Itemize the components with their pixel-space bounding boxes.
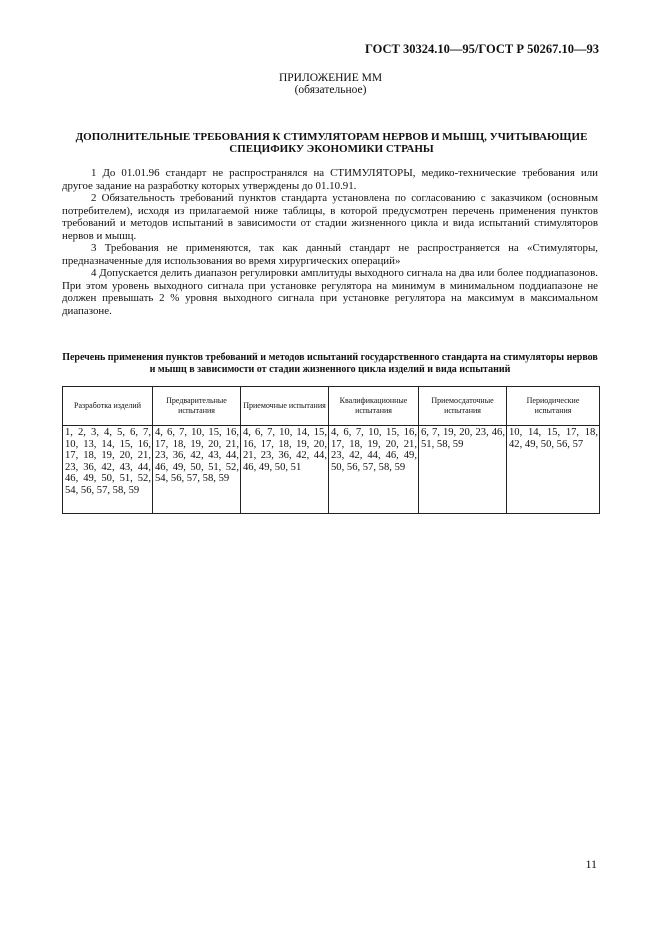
appendix-title: ПРИЛОЖЕНИЕ ММ [278,72,383,84]
header-development: Разработка изделий [63,387,153,426]
paragraph-1: 1 До 01.01.96 стандарт не распространялся на СТИМУЛЯТОРЫ, медико-технические требования или другое задание на разработку которых утверждены до 01.10.91. [62,167,598,192]
table-row [63,426,600,514]
cell-delivery: 6, 7, 19, 20, 23, 46, 51, 58, 59 [419,426,507,514]
cell-preliminary: 4, 6, 7, 10, 15, 16, 17, 18, 19, 20, 21, 23, 36, 42, 43, 44, 46, 49, 50, 51, 52, 54, 56, 57, 58, 59 [153,426,241,514]
header-qualification: Квалификационные испытания [329,387,419,426]
table-header-row [63,387,600,426]
table-title: Перечень применения пунктов требований и методов испытаний государственного стандарта на стимуляторы нервов и мышц в зависимости от стадии жизненного цикла изделий и вида испытаний [62,352,598,375]
cell-periodic: 10, 14, 15, 17, 18, 42, 49, 50, 56, 57 [507,426,600,514]
paragraph-3: 3 Требования не применяются, так как данный стандарт не распространяется на «Стимуляторы, предназначенные для использования во время хирургических операций» [62,242,598,267]
header-delivery: Приемосдаточные испытания [419,387,507,426]
appendix-status: (обязательное) [294,84,367,96]
cell-acceptance: 4, 6, 7, 10, 14, 15, 16, 17, 18, 19, 20, 21, 23, 36, 42, 44, 46, 49, 50, 51 [241,426,329,514]
section-title: ДОПОЛНИТЕЛЬНЫЕ ТРЕБОВАНИЯ К СТИМУЛЯТОРАМ НЕРВОВ И МЫШЦ, УЧИТЫВАЮЩИЕ СПЕЦИФИКУ ЭКОНОМИКИ СТРАНЫ [75,131,588,155]
page-number: 11 [585,857,597,871]
standard-designation: ГОСТ 30324.10—95/ГОСТ Р 50267.10—93 [365,42,599,56]
header-periodic: Периодические испытания [507,387,600,426]
body-text [62,167,598,317]
header-acceptance: Приемочные испытания [241,387,329,426]
appendix-heading [0,72,661,96]
requirements-table [62,386,600,514]
cell-development: 1, 2, 3, 4, 5, 6, 7, 10, 13, 14, 15, 16, 17, 18, 19, 20, 21, 23, 36, 42, 43, 44, 46, 49, 50, 51, 52, 54, 56, 57, 58, 59 [63,426,153,514]
paragraph-4: 4 Допускается делить диапазон регулировки амплитуды выходного сигнала на два или более поддиапазонов. При этом уровень выходного сигнала при установке регулятора на минимум в минимальном поддиапазоне не должен превышать 2 % уровня выходного сигнала при установке регулятора на максимум в максимальном диапазоне. [62,267,598,317]
cell-qualification: 4, 6, 7, 10, 15, 16, 17, 18, 19, 20, 21, 23, 42, 44, 46, 49, 50, 56, 57, 58, 59 [329,426,419,514]
header-preliminary: Предварительные испытания [153,387,241,426]
paragraph-2: 2 Обязательность требований пунктов стандарта установлена по согласованию с заказчиком (основным потребителем), исходя из прилагаемой ниже таблицы, в которой предусмотрен перечень применения пунктов требований и методов испытаний в зависимости от стадии жизненного цикла и вида испытаний стимуляторов нервов и мышц. [62,192,598,242]
